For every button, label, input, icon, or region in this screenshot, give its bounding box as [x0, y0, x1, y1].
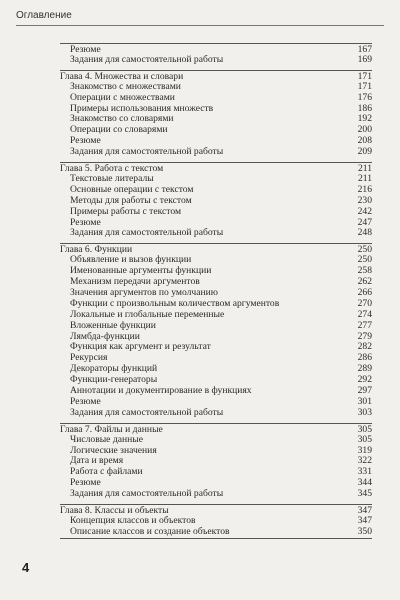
toc-entry-title: Именованные аргументы функции [70, 265, 212, 277]
toc-entry-title: Примеры работы с текстом [70, 205, 182, 217]
toc-entry-title: Резюме [70, 44, 101, 55]
toc-entry-page: 171 [357, 70, 372, 82]
toc-entry-title: Текстовые литералы [70, 172, 154, 184]
toc-entry-title: Функции с произвольным количеством аргументов [70, 297, 280, 309]
toc-entry-title: Вложенные функции [70, 319, 156, 331]
toc-entry-title: Рекурсия [70, 352, 108, 364]
toc-entry-page: 208 [357, 135, 372, 147]
toc-entry-page: 176 [357, 91, 372, 103]
toc-entry-page: 305 [357, 423, 372, 435]
toc-entry-title: Глава 5. Работа с текстом [60, 163, 164, 174]
toc-entry-page: 192 [357, 113, 372, 125]
toc-entry-title: Знакомство со словарями [70, 113, 174, 125]
toc-entry-page: 347 [357, 514, 372, 526]
toc-entry-title: Резюме [70, 395, 101, 407]
running-header: Оглавление [16, 10, 72, 21]
toc-entry-title: Задания для самостоятельной работы [70, 146, 224, 158]
toc-entry-page: 230 [357, 194, 372, 206]
toc-entry-title: Резюме [70, 135, 101, 147]
toc-entry-title: Основные операции с текстом [70, 183, 194, 195]
toc-entry-page: 305 [357, 433, 372, 445]
toc-entry-page: 247 [357, 216, 372, 228]
toc-entry-page: 277 [357, 319, 372, 331]
toc-entry-page: 270 [357, 297, 372, 309]
toc-entry-title: Примеры использования множеств [70, 102, 214, 114]
toc-entry-title: Механизм передачи аргументов [70, 276, 200, 287]
toc-entry-page: 266 [357, 286, 372, 298]
toc-entry-title: Задания для самостоятельной работы [70, 53, 224, 65]
toc-entry-page: 282 [357, 341, 372, 353]
toc-entry-title: Концепция классов и объектов [70, 514, 196, 526]
toc-entry-page: 248 [357, 227, 372, 239]
toc-entry-title: Задания для самостоятельной работы [70, 227, 224, 239]
toc-entry-title: Объявление и вызов функции [70, 254, 192, 266]
toc-entry-page: 242 [357, 205, 372, 217]
toc-chapter [60, 243, 372, 256]
toc-entry-page: 322 [357, 455, 372, 467]
toc-entry-title: Глава 4. Множества и словари [60, 70, 184, 82]
toc-entry-title: Декораторы функций [70, 363, 158, 375]
toc-entry-page: 167 [357, 44, 372, 55]
toc-entry-title: Глава 7. Файлы и данные [60, 423, 163, 435]
toc-entry-page: 250 [357, 244, 372, 256]
toc-entry-title: Функция как аргумент и результат [70, 341, 211, 353]
toc-entry-title: Операции со словарями [70, 124, 168, 136]
toc-entry-title: Работа с файлами [70, 466, 143, 478]
toc-entry-page: 345 [357, 488, 372, 500]
toc-entry-page: 347 [357, 505, 372, 516]
toc-entry [60, 43, 372, 55]
toc-entry-page: 262 [357, 276, 372, 287]
toc-entry-page: 279 [357, 330, 372, 342]
toc-entry-page: 209 [357, 146, 372, 158]
toc-entry-title: Аннотации и документирование в функциях [70, 385, 252, 396]
toc-entry-title: Резюме [70, 477, 101, 489]
toc-chapter [60, 162, 372, 174]
toc-entry-title: Задания для самостоятельной работы [70, 488, 224, 500]
toc-entry-page: 200 [357, 124, 372, 136]
toc-entry-page: 169 [357, 53, 372, 65]
toc-entry-title: Значения аргументов по умолчанию [70, 286, 218, 298]
toc-entry-title: Операции с множествами [70, 91, 175, 103]
toc-entry-title: Описание классов и создание объектов [70, 525, 230, 537]
toc-entry-page: 286 [357, 352, 372, 364]
toc-entry-page: 292 [357, 374, 372, 386]
toc-entry-page: 331 [357, 466, 372, 478]
toc-entry-title: Дата и время [70, 455, 124, 467]
toc-entry-title: Методы для работы с текстом [70, 194, 192, 206]
toc-entry-page: 301 [357, 395, 372, 407]
toc-entry-title: Логические значения [70, 444, 157, 456]
toc-entry-page: 211 [357, 172, 372, 184]
toc-entry-title: Глава 6. Функции [60, 244, 133, 256]
toc-entry-page: 274 [357, 308, 372, 320]
page-number: 4 [22, 560, 30, 575]
toc-entry-page: 289 [357, 363, 372, 375]
toc-chapter [60, 70, 372, 82]
toc-entry-title: Глава 8. Классы и объекты [60, 505, 169, 516]
toc-entry-title: Функции-генераторы [70, 374, 158, 386]
toc-entry-title: Локальные и глобальные переменные [70, 308, 225, 320]
toc-entry-title: Резюме [70, 216, 101, 228]
toc-entry-page: 319 [357, 444, 372, 456]
toc-entry-title: Лямбда-функции [70, 330, 140, 342]
toc-entry-title: Числовые данные [70, 433, 143, 445]
toc-entry-page: 186 [357, 102, 372, 114]
toc-chapter [60, 423, 372, 435]
toc-entry-page: 344 [357, 477, 372, 489]
toc-entry-title: Задания для самостоятельной работы [70, 406, 224, 418]
toc-bottom-rule [60, 538, 372, 539]
toc-entry-page: 297 [357, 385, 372, 396]
toc-entry-page: 350 [357, 525, 372, 537]
toc-entry-page: 303 [357, 406, 372, 418]
toc-entry-page: 171 [357, 80, 372, 92]
toc-entry-title: Знакомство с множествами [70, 80, 181, 92]
toc-chapter [60, 504, 372, 516]
toc-entry-page: 216 [357, 183, 372, 195]
toc-entry-page: 258 [357, 265, 372, 277]
toc-entry-page: 250 [357, 254, 372, 266]
toc-entry-page: 211 [357, 163, 372, 174]
